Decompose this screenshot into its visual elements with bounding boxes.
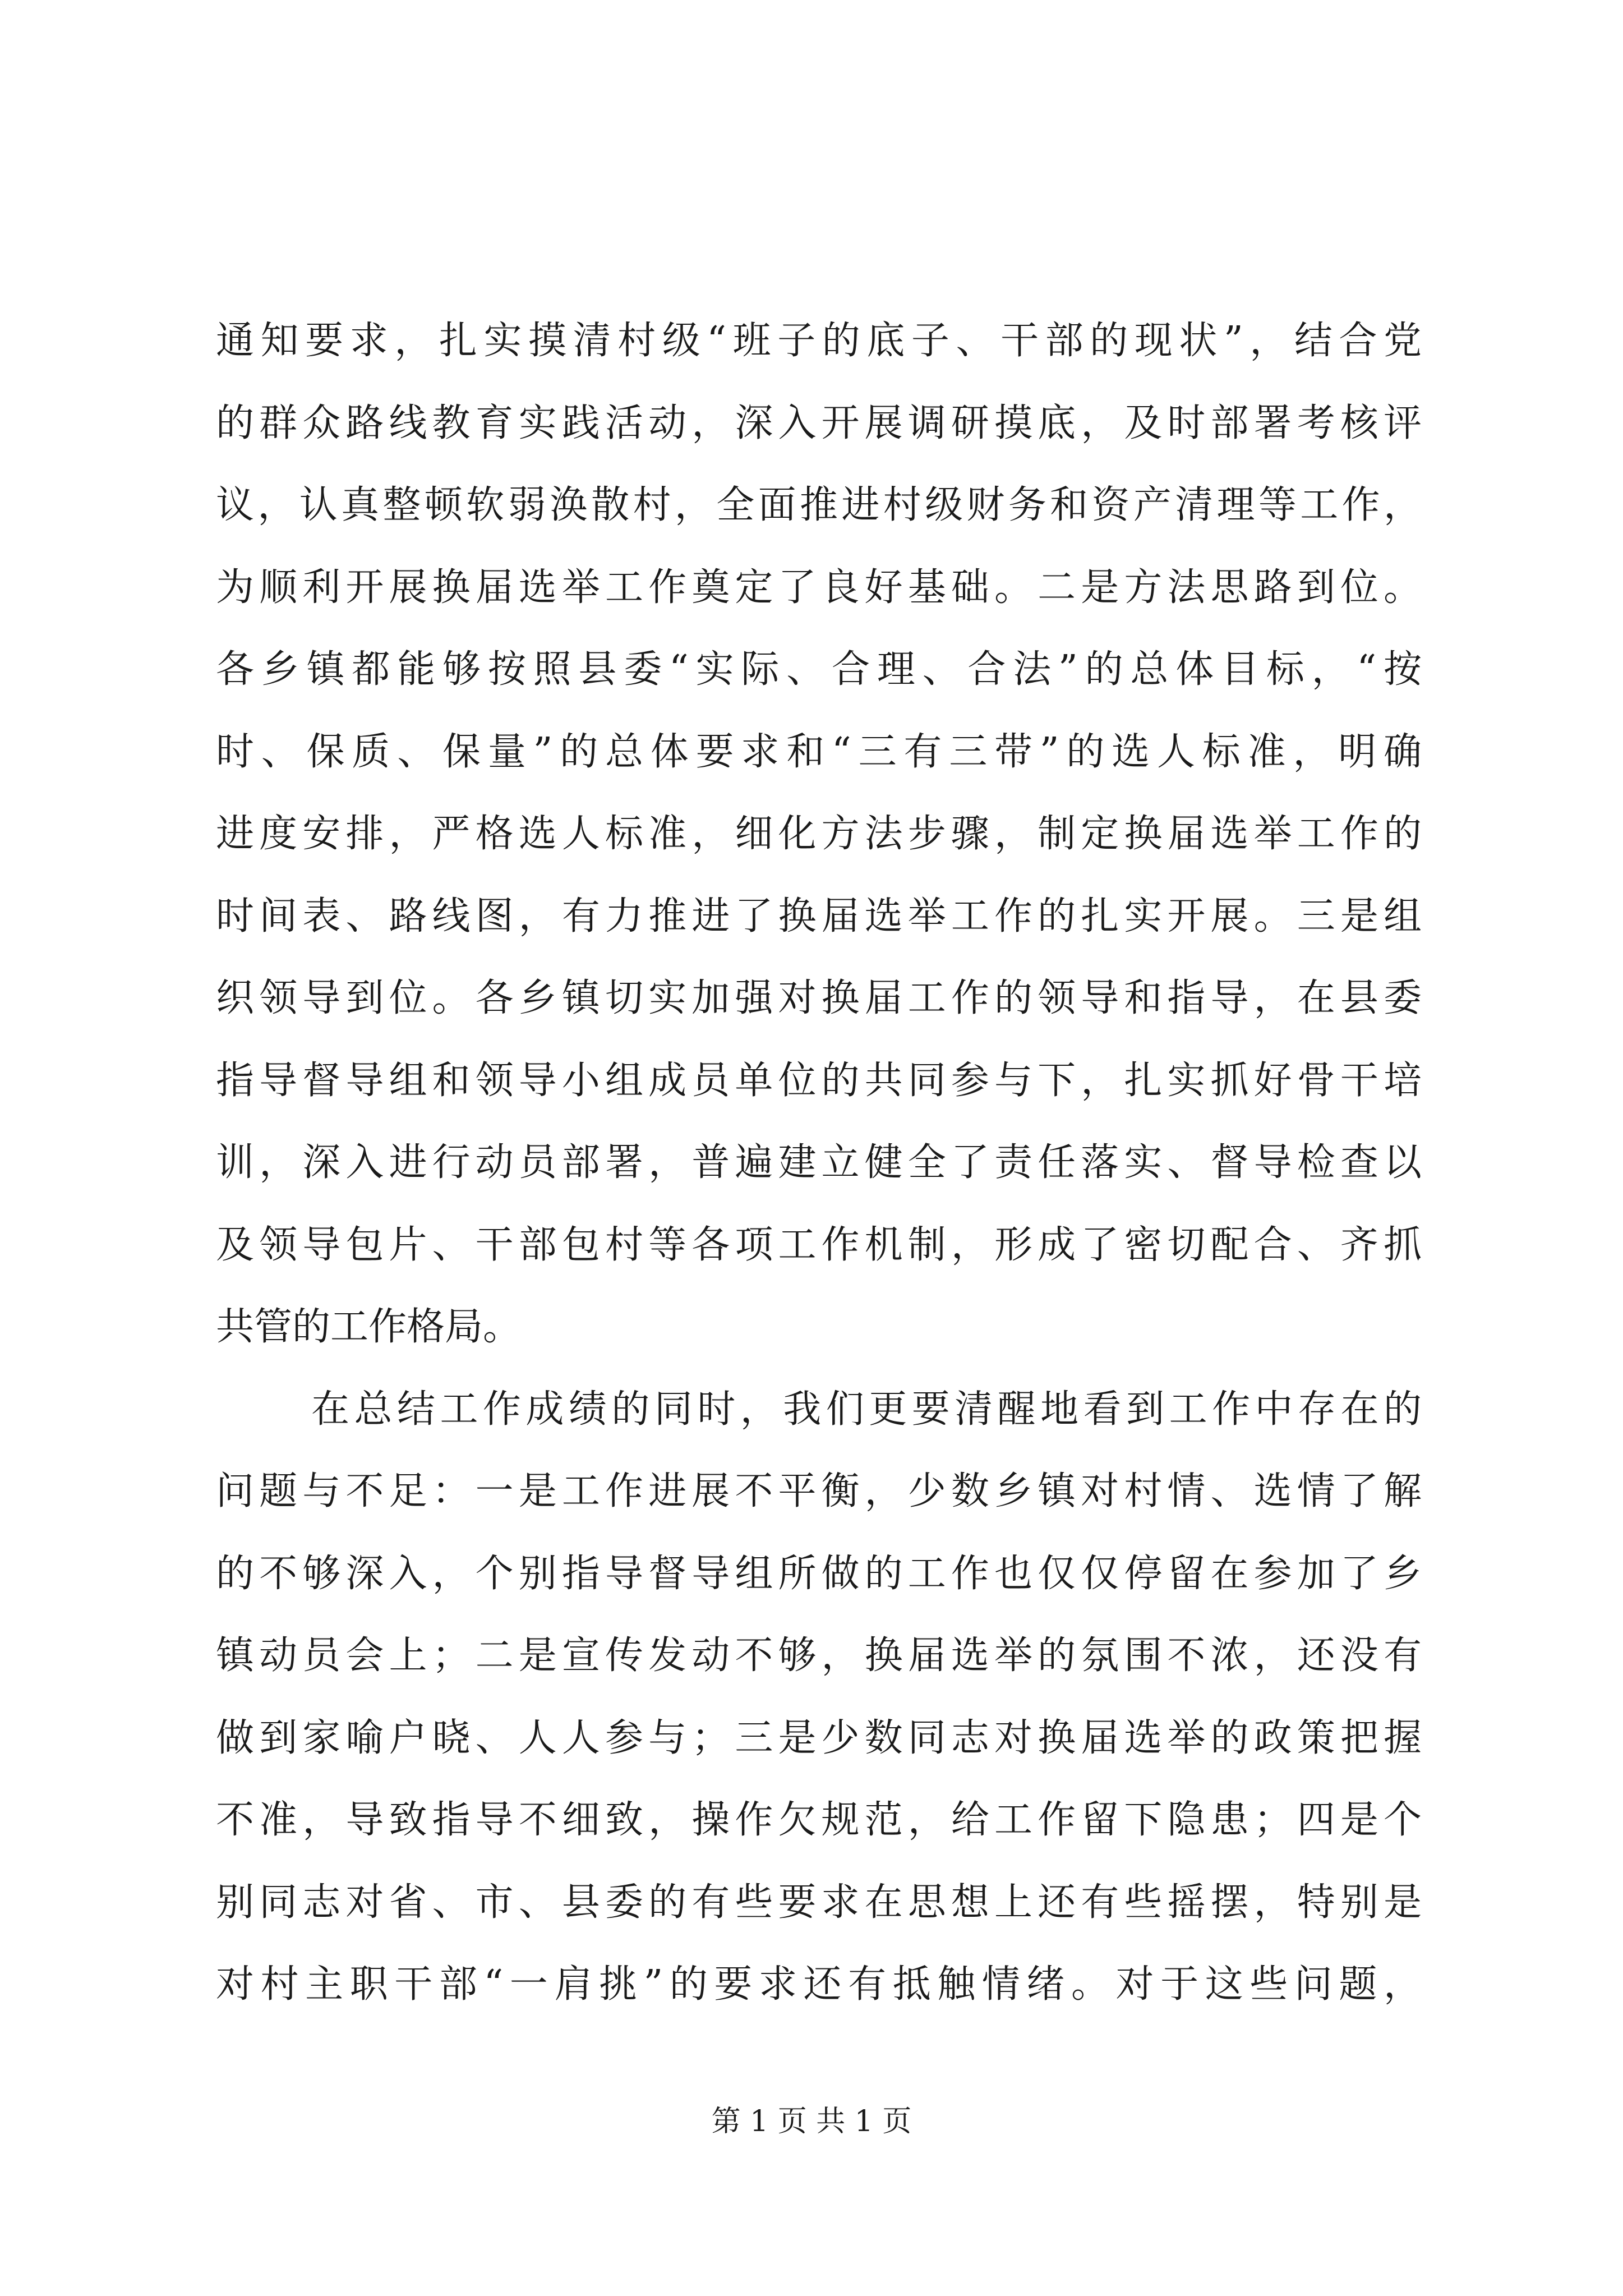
paragraph-1-line: 议，认真整顿软弱涣散村，全面推进村级财务和资产清理等工作， [216,483,1422,527]
paragraph-2-line: 做到家喻户晓、人人参与；三是少数同志对换届选举的政策把握 [216,1715,1422,1760]
document-body [216,300,1422,2026]
paragraph-2-line: 问题与不足：一是工作进展不平衡，少数乡镇对村情、选情了解 [216,1469,1422,1513]
paragraph-1-line: 指导督导组和领导小组成员单位的共同参与下，扎实抓好骨干培 [216,1058,1422,1103]
paragraph-1-line: 进度安排，严格选人标准，细化方法步骤，制定换届选举工作的 [216,812,1422,856]
paragraph-1-line: 训，深入进行动员部署，普遍建立健全了责任落实、督导检查以 [216,1140,1422,1185]
paragraph-1-line: 的群众路线教育实践活动，深入开展调研摸底，及时部署考核评 [216,401,1422,445]
paragraph-2-line: 对村主职干部“一肩挑”的要求还有抵触情绪。对于这些问题， [216,1962,1422,2007]
page-number-footer: 第 1 页 共 1 页 [711,2105,912,2138]
paragraph-2-line: 在总结工作成绩的同时，我们更要清醒地看到工作中存在的 [311,1387,1422,1432]
paragraph-1-line: 通知要求，扎实摸清村级“班子的底子、干部的现状”，结合党 [216,319,1422,363]
paragraph-1-line: 织领导到位。各乡镇切实加强对换届工作的领导和指导，在县委 [216,976,1422,1020]
paragraph-2-line: 的不够深入，个别指导督导组所做的工作也仅仅停留在参加了乡 [216,1551,1422,1596]
paragraph-2-line: 镇动员会上；二是宣传发动不够，换届选举的氛围不浓，还没有 [216,1634,1422,1678]
paragraph-1-line: 及领导包片、干部包村等各项工作机制，形成了密切配合、齐抓 [216,1222,1422,1267]
paragraph-1-line: 共管的工作格局。 [216,1305,522,1349]
paragraph-1-line: 为顺利开展换届选举工作奠定了良好基础。二是方法思路到位。 [216,565,1422,610]
paragraph-2-line: 别同志对省、市、县委的有些要求在思想上还有些摇摆，特别是 [216,1880,1422,1925]
paragraph-1-line: 时、保质、保量”的总体要求和“三有三带”的选人标准，明确 [216,729,1422,774]
paragraph-2-line: 不准，导致指导不细致，操作欠规范，给工作留下隐患；四是个 [216,1798,1422,1842]
paragraph-1-line: 各乡镇都能够按照县委“实际、合理、合法”的总体目标，“按 [216,647,1422,692]
paragraph-1-line: 时间表、路线图，有力推进了换届选举工作的扎实开展。三是组 [216,894,1422,938]
